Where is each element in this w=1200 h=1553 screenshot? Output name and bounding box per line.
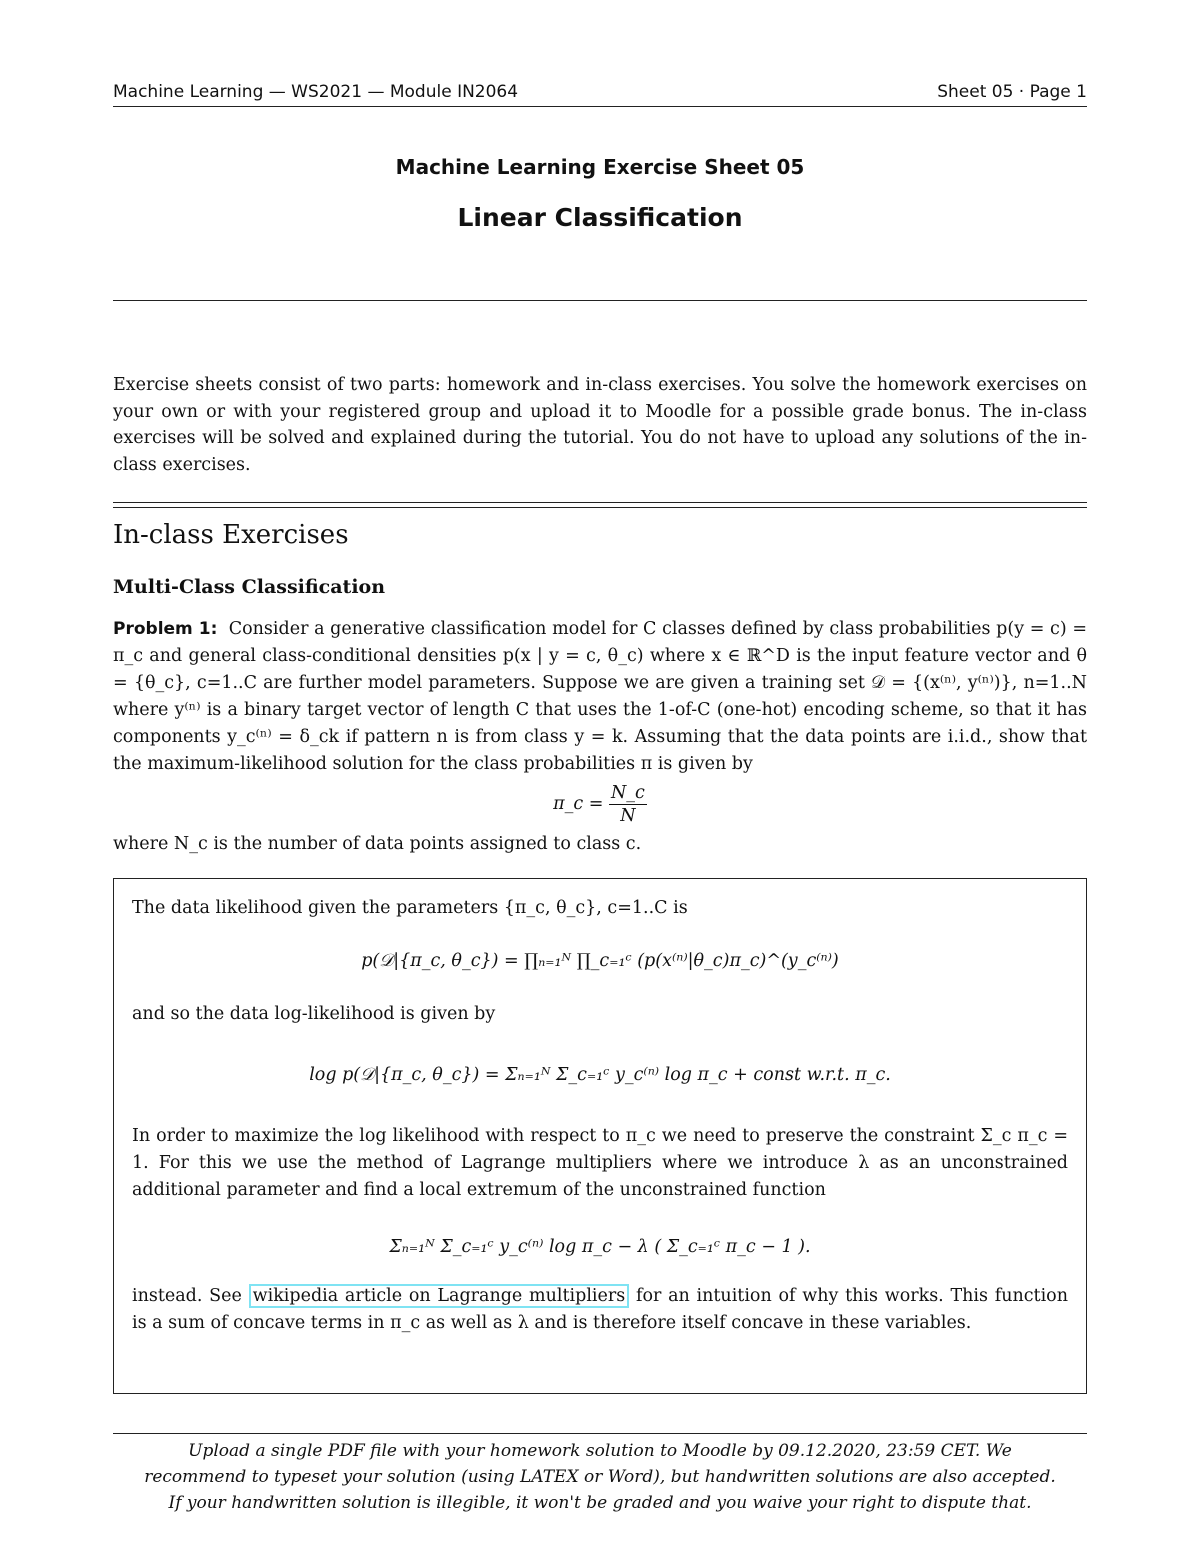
problem-conclusion: where N_c is the number of data points assigned to class c. [113, 834, 642, 854]
fraction [609, 782, 647, 827]
solution-paragraph-2: and so the data log-likelihood is given by [132, 1004, 496, 1024]
fraction-numerator: N_c [610, 783, 645, 803]
header-page: Sheet 05 · Page 1 [937, 82, 1087, 102]
sheet-title: Machine Learning Exercise Sheet 05 [395, 155, 805, 179]
solution-box [113, 878, 1087, 1394]
problem-equation [113, 782, 1087, 827]
likelihood-equation: p(𝒟|{π_c, θ_c}) = ∏ₙ₌₁ᴺ ∏_c₌₁ᶜ (p(x⁽ⁿ⁾|θ_c)π_c)^(y_c⁽ⁿ⁾) [361, 951, 839, 971]
footer-line-2: recommend to typeset your solution (using LATEX or Word), but handwritten solutions are also accepted. [144, 1467, 1056, 1487]
lagrangian-equation: Σₙ₌₁ᴺ Σ_c₌₁ᶜ y_c⁽ⁿ⁾ log π_c − λ ( Σ_c₌₁ᶜ π_c − 1 ). [389, 1237, 811, 1257]
intro-paragraph: Exercise sheets consist of two parts: homework and in-class exercises. You solve the homework exercises on your own or with your registered group and upload it to Moodle for a possible grade bonus. The in-class exercises will be solved and explained during the tutorial. You do not have to upload any solutions of the in-class exercises. [113, 375, 1087, 475]
problem-1 [113, 616, 1087, 858]
problem-label: Problem 1: [113, 619, 218, 639]
problem-text: Consider a generative classification model for C classes defined by class probabilities p(y = c) = π_c and general class-conditional densities p(x | y = c, θ_c) where x ∈ ℝ^D is the input feature vector and θ = {θ_c}, c=1..C are further model parameters. Suppose we are given a training set 𝒟 = {(x⁽ⁿ⁾, y⁽ⁿ⁾)}, n=1..N where y⁽ⁿ⁾ is a binary target vector of length C that uses the 1-of-C (one-hot) encoding scheme, so that it has components y_c⁽ⁿ⁾ = δ_ck if pattern n is from class y = k. Assuming that the data points are i.i.d., show that the maximum-likelihood solution for the class probabilities π is given by [113, 619, 1087, 774]
log-likelihood-equation: log p(𝒟|{π_c, θ_c}) = Σₙ₌₁ᴺ Σ_c₌₁ᶜ y_c⁽ⁿ⁾ log π_c + const w.r.t. π_c. [309, 1065, 891, 1085]
title-divider [113, 300, 1087, 301]
solution-paragraph-4 [132, 1283, 1068, 1337]
fraction-denominator: N [620, 806, 636, 826]
topic-title: Linear Classification [457, 203, 743, 232]
paragraph-4-start: instead. See [132, 1286, 242, 1306]
section-heading: In-class Exercises [113, 520, 349, 550]
paragraph-4-end: for an intuition of why this works. This function is a sum of concave terms in π_c as well as λ and is therefore itself concave in these variables. [132, 1286, 1068, 1333]
lagrange-wikipedia-link[interactable]: wikipedia article on Lagrange multipliers [249, 1284, 630, 1308]
solution-paragraph-1: The data likelihood given the parameters {π_c, θ_c}, c=1..C is [132, 898, 688, 918]
section-divider [113, 502, 1087, 508]
document-page [113, 0, 1087, 1553]
page-footer [113, 1438, 1087, 1516]
subsection-heading: Multi-Class Classification [113, 576, 386, 598]
equation-lhs: π_c = [553, 794, 604, 814]
footer-line-3: If your handwritten solution is illegible, it won't be graded and you waive your right to dispute that. [168, 1493, 1032, 1513]
footer-line-1: Upload a single PDF file with your homework solution to Moodle by 09.12.2020, 23:59 CET. We [188, 1441, 1012, 1461]
header-course: Machine Learning — WS2021 — Module IN2064 [113, 82, 519, 102]
solution-paragraph-3: In order to maximize the log likelihood with respect to π_c we need to preserve the constraint Σ_c π_c = 1. For this we use the method of Lagrange multipliers where we introduce λ as an unconstrained additional parameter and find a local extremum of the unconstrained function [132, 1126, 1068, 1200]
footer-divider [113, 1433, 1087, 1434]
page-header [113, 80, 1087, 107]
